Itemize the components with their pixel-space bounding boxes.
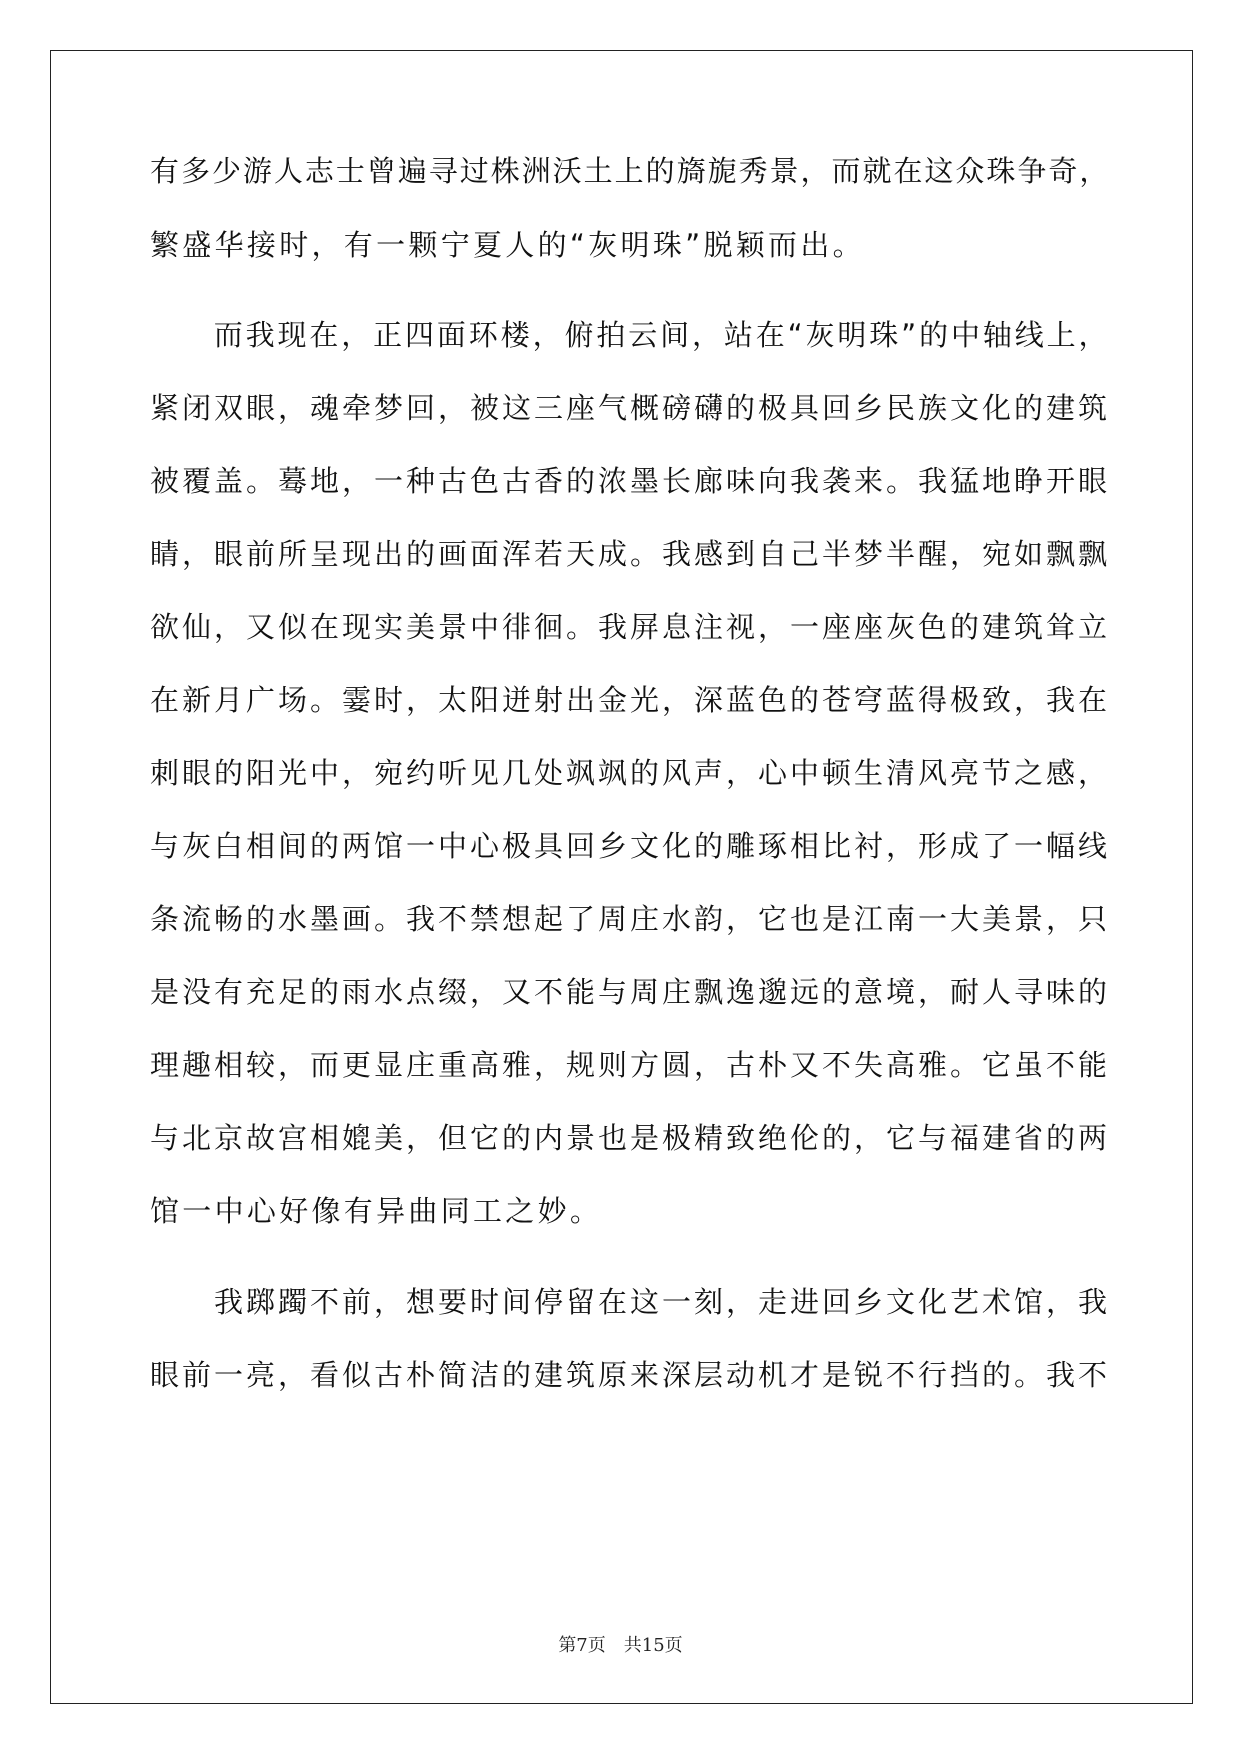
page-border <box>50 50 1193 1704</box>
text-line: 馆一中心好像有异曲同工之妙。 <box>150 1194 603 1228</box>
text-line: 被覆盖。蓦地，一种古色古香的浓墨长廊味向我袭来。我猛地睁开眼 <box>150 464 1111 498</box>
page-number: 第7页 <box>558 1635 606 1656</box>
text-line: 有多少游人志士曾遍寻过株洲沃土上的旖旎秀景，而就在这众珠争奇， <box>150 154 1111 188</box>
text-line: 条流畅的水墨画。我不禁想起了周庄水韵，它也是江南一大美景，只 <box>150 902 1111 936</box>
text-line: 在新月广场。霎时，太阳迸射出金光，深蓝色的苍穹蓝得极致，我在 <box>150 683 1111 717</box>
text-line: 而我现在，正四面环楼，俯拍云间，站在“灰明珠”的中轴线上， <box>150 318 1111 352</box>
text-line: 与北京故宫相媲美，但它的内景也是极精致绝伦的，它与福建省的两 <box>150 1121 1111 1155</box>
text-line: 我踯躅不前，想要时间停留在这一刻，走进回乡文化艺术馆，我 <box>150 1285 1111 1319</box>
text-line: 紧闭双眼，魂牵梦回，被这三座气概磅礴的极具回乡民族文化的建筑 <box>150 391 1111 425</box>
page-total: 共15页 <box>623 1635 683 1656</box>
text-line: 与灰白相间的两馆一中心极具回乡文化的雕琢相比衬，形成了一幅线 <box>150 829 1111 863</box>
text-line: 刺眼的阳光中，宛约听见几处飒飒的风声，心中顿生清风亮节之感， <box>150 756 1111 790</box>
text-line: 是没有充足的雨水点缀，又不能与周庄飘逸邈远的意境，耐人寻味的 <box>150 975 1111 1009</box>
text-line: 繁盛华接时，有一颗宁夏人的“灰明珠”脱颖而出。 <box>150 228 865 262</box>
text-line: 眼前一亮，看似古朴简洁的建筑原来深层动机才是锐不行挡的。我不 <box>150 1358 1111 1392</box>
text-line: 欲仙，又似在现实美景中徘徊。我屏息注视，一座座灰色的建筑耸立 <box>150 610 1111 644</box>
text-line: 理趣相较，而更显庄重高雅，规则方圆，古朴又不失高雅。它虽不能 <box>150 1048 1111 1082</box>
text-line: 睛，眼前所呈现出的画面浑若天成。我感到自己半梦半醒，宛如飘飘 <box>150 537 1111 571</box>
page-footer <box>0 1634 1241 1658</box>
